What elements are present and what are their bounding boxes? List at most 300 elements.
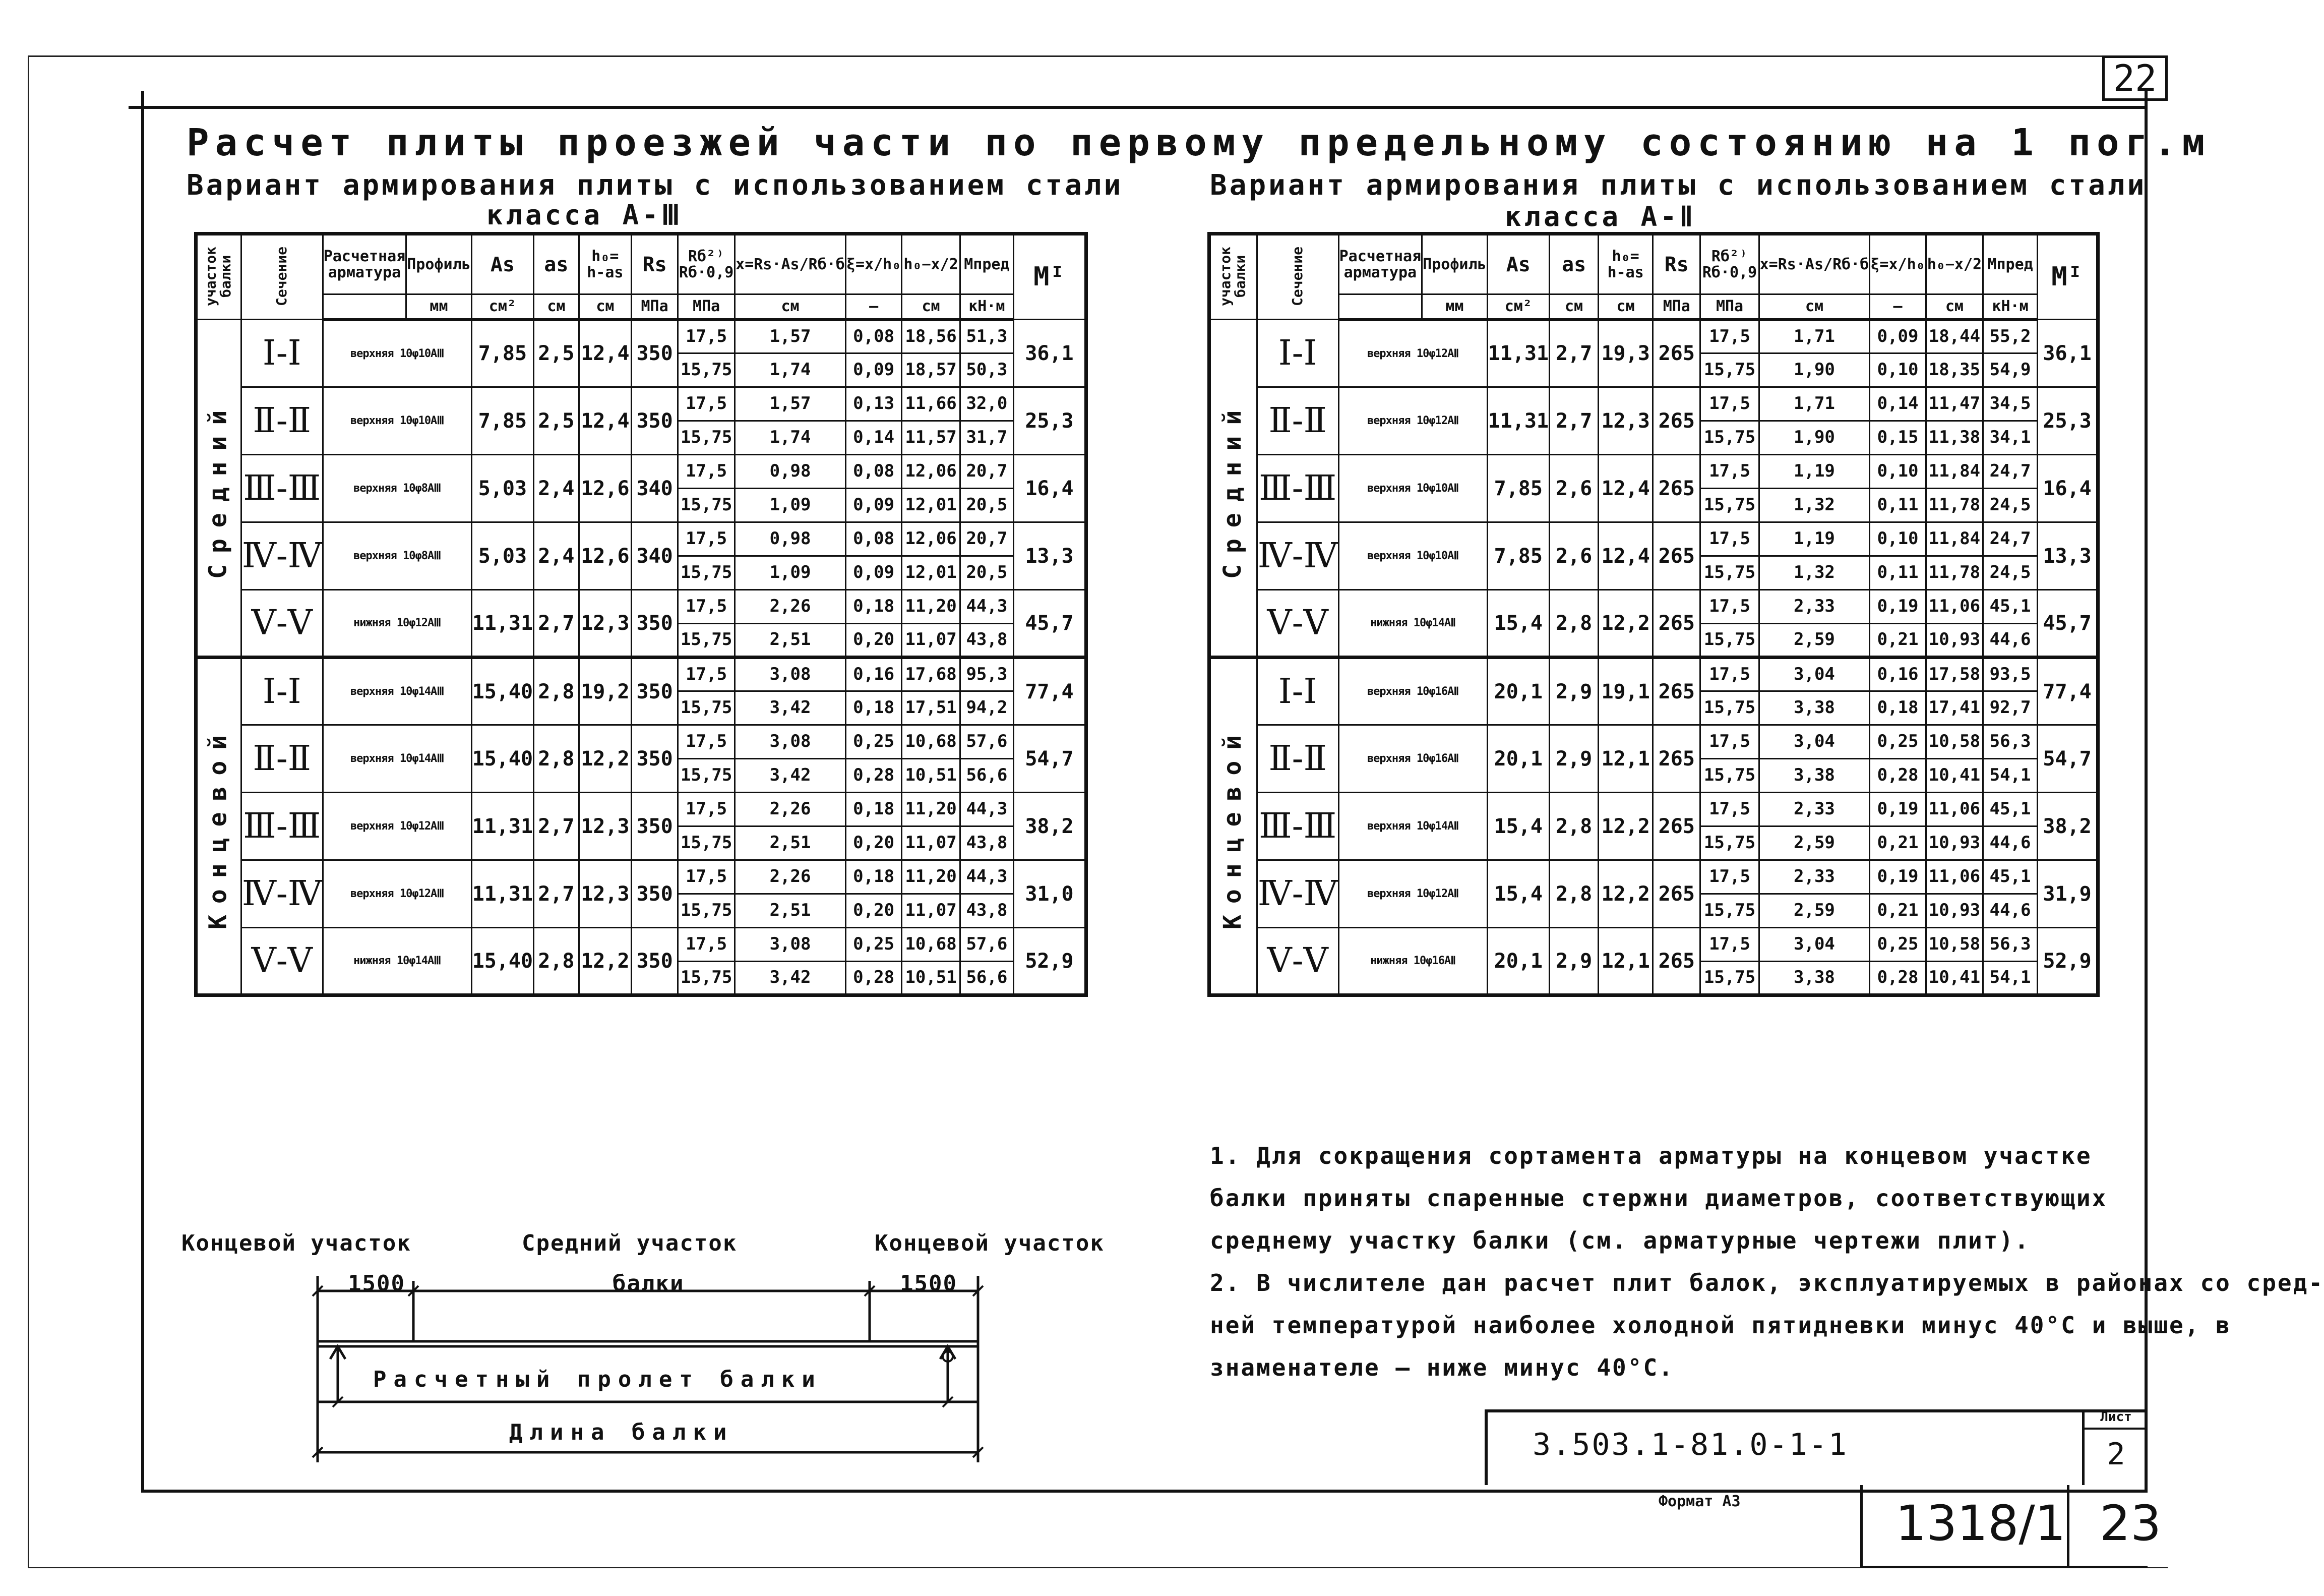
- header-rebar: Расчетная арматура: [323, 234, 406, 294]
- section-label: Ⅲ-Ⅲ: [241, 455, 323, 522]
- cell-M: 38,2: [1013, 793, 1086, 860]
- section-label: Ⅳ-Ⅳ: [241, 522, 323, 590]
- cell-as: 2,8: [534, 725, 579, 793]
- cell-Rb: 17,5: [678, 455, 735, 489]
- cell-Rb: 17,5: [678, 658, 735, 691]
- section-label: Ⅲ-Ⅲ: [241, 793, 323, 860]
- cell-z: 12,06: [902, 455, 960, 489]
- unit-As: см²: [471, 294, 533, 320]
- cell-As: 20,1: [1487, 658, 1549, 725]
- cell-z: 11,07: [902, 624, 960, 658]
- header-z: h₀−x/2: [902, 234, 960, 294]
- header-xi: ξ=x/h₀: [1870, 234, 1926, 294]
- cell-As: 11,31: [1487, 387, 1549, 455]
- section-label: Ⅱ-Ⅱ: [1257, 725, 1338, 793]
- unit-Mpr: кН·м: [1983, 294, 2038, 320]
- cell-xi: 0,13: [845, 387, 901, 421]
- cell-M: 16,4: [2038, 455, 2098, 522]
- cell-xi: 0,08: [845, 455, 901, 489]
- note-line: 1. Для сокращения сортамента арматуры на концевом участке: [1210, 1142, 2092, 1169]
- header-profile: Профиль: [1422, 234, 1487, 294]
- cell-Mpr: 20,5: [960, 556, 1013, 590]
- rebar-cell: нижняя 10φ12АⅢ: [323, 590, 471, 658]
- unit-profile: мм: [406, 294, 471, 320]
- rebar-cell: верхняя 10φ10АⅢ: [323, 320, 471, 387]
- cell-h0: 12,4: [579, 320, 631, 387]
- list-cell: [2082, 1409, 2148, 1485]
- rebar-cell: верхняя 10φ12АⅡ: [1338, 860, 1487, 928]
- cell-as: 2,7: [1550, 387, 1599, 455]
- cell-z: 11,78: [1926, 489, 1983, 522]
- unit-rebar: [323, 294, 406, 320]
- header-h0: h₀= h-as: [579, 234, 631, 294]
- right-class-line: класса А-Ⅱ: [1505, 201, 1696, 232]
- table-row: [1209, 320, 2098, 353]
- cell-xi: 0,18: [845, 590, 901, 624]
- rebar-cell: верхняя 10φ12АⅡ: [1338, 320, 1487, 387]
- cell-Rb: 15,75: [1700, 624, 1759, 658]
- cell-z: 18,35: [1926, 353, 1983, 387]
- diagram-beam-word: балки: [613, 1271, 685, 1296]
- unit-as: см: [534, 294, 579, 320]
- rebar-cell: верхняя 10φ16АⅡ: [1338, 725, 1487, 793]
- rebar-cell: верхняя 10φ14АⅡ: [1338, 793, 1487, 860]
- cell-x: 3,38: [1759, 691, 1870, 725]
- table-row: [1209, 658, 2098, 691]
- cell-xi: 0,20: [845, 826, 901, 860]
- cell-Mpr: 93,5: [1983, 658, 2038, 691]
- document-code: 3.503.1-81.0-1-1: [1533, 1427, 1848, 1462]
- cell-as: 2,7: [534, 590, 579, 658]
- unit-z: см: [1926, 294, 1983, 320]
- cell-h0: 12,2: [1599, 793, 1653, 860]
- cell-x: 3,08: [735, 725, 846, 759]
- table-row: [196, 793, 1086, 826]
- cell-x: 2,51: [735, 894, 846, 928]
- unit-As: см²: [1487, 294, 1549, 320]
- header-Mpr: Mпред: [1983, 234, 2038, 294]
- cell-h0: 12,2: [579, 928, 631, 995]
- cell-as: 2,5: [534, 320, 579, 387]
- cell-x: 1,74: [735, 421, 846, 455]
- cell-x: 3,04: [1759, 928, 1870, 962]
- cell-z: 11,07: [902, 826, 960, 860]
- cell-x: 0,98: [735, 522, 846, 556]
- rebar-cell: верхняя 10φ14АⅢ: [323, 725, 471, 793]
- cell-z: 10,93: [1926, 826, 1983, 860]
- cell-Rb: 15,75: [678, 894, 735, 928]
- cell-as: 2,8: [1550, 793, 1599, 860]
- table-row: [196, 522, 1086, 556]
- cell-z: 17,68: [902, 658, 960, 691]
- right-subtitle: Вариант армирования плиты с использованием стали: [1210, 169, 2147, 202]
- cell-M: 13,3: [2038, 522, 2098, 590]
- cell-x: 2,26: [735, 793, 846, 826]
- cell-Rb: 17,5: [678, 725, 735, 759]
- cell-As: 7,85: [1487, 455, 1549, 522]
- cell-xi: 0,09: [845, 556, 901, 590]
- section-label: Ⅱ-Ⅱ: [241, 725, 323, 793]
- cell-x: 0,98: [735, 455, 846, 489]
- cell-h0: 12,2: [579, 725, 631, 793]
- cell-As: 5,03: [471, 522, 533, 590]
- cell-Rb: 17,5: [1700, 658, 1759, 691]
- cell-As: 15,40: [471, 725, 533, 793]
- cell-as: 2,8: [1550, 590, 1599, 658]
- cell-M: 77,4: [2038, 658, 2098, 725]
- unit-h0: см: [1599, 294, 1653, 320]
- cell-Rs: 265: [1653, 387, 1700, 455]
- cell-Mpr: 43,8: [960, 894, 1013, 928]
- cell-Mpr: 44,6: [1983, 826, 2038, 860]
- table-row: [1209, 387, 2098, 421]
- header-As: As: [1487, 234, 1549, 294]
- cell-Rb: 15,75: [1700, 421, 1759, 455]
- cell-Rb: 15,75: [1700, 489, 1759, 522]
- cell-z: 11,78: [1926, 556, 1983, 590]
- cell-z: 10,41: [1926, 962, 1983, 995]
- zone-label: Концевой: [196, 658, 241, 995]
- cell-Rb: 15,75: [678, 624, 735, 658]
- cell-xi: 0,28: [1870, 962, 1926, 995]
- cell-As: 5,03: [471, 455, 533, 522]
- rebar-cell: верхняя 10φ12АⅢ: [323, 793, 471, 860]
- cell-Mpr: 57,6: [960, 725, 1013, 759]
- cell-Rs: 265: [1653, 455, 1700, 522]
- cell-Mpr: 94,2: [960, 691, 1013, 725]
- unit-Rb: МПа: [678, 294, 735, 320]
- section-label: Ⅴ-Ⅴ: [241, 928, 323, 995]
- cell-x: 2,26: [735, 590, 846, 624]
- cell-xi: 0,25: [1870, 725, 1926, 759]
- cell-M: 13,3: [1013, 522, 1086, 590]
- cell-xi: 0,14: [845, 421, 901, 455]
- cell-As: 11,31: [471, 590, 533, 658]
- cell-Mpr: 34,1: [1983, 421, 2038, 455]
- cell-Mpr: 44,6: [1983, 894, 2038, 928]
- section-label: Ⅱ-Ⅱ: [1257, 387, 1338, 455]
- cell-as: 2,8: [1550, 860, 1599, 928]
- header-Rs: Rs: [632, 234, 678, 294]
- cell-Rb: 17,5: [678, 387, 735, 421]
- cell-Rb: 15,75: [1700, 759, 1759, 793]
- cell-xi: 0,19: [1870, 860, 1926, 894]
- cell-Rs: 265: [1653, 860, 1700, 928]
- header-zone: участок балки: [196, 234, 241, 320]
- unit-x: см: [735, 294, 846, 320]
- cell-z: 10,93: [1926, 894, 1983, 928]
- table-row: [196, 320, 1086, 353]
- cell-Mpr: 24,5: [1983, 556, 2038, 590]
- dim-left: 1500: [348, 1271, 405, 1296]
- cell-Rb: 17,5: [1700, 455, 1759, 489]
- cell-h0: 12,3: [579, 793, 631, 860]
- cell-xi: 0,08: [845, 522, 901, 556]
- cell-x: 1,57: [735, 320, 846, 353]
- zone-label: Средний: [1209, 320, 1257, 658]
- cell-Mpr: 51,3: [960, 320, 1013, 353]
- cell-Rb: 15,75: [1700, 353, 1759, 387]
- cell-M: 52,9: [2038, 928, 2098, 995]
- cell-xi: 0,21: [1870, 826, 1926, 860]
- cell-h0: 19,3: [1599, 320, 1653, 387]
- rebar-cell: верхняя 10φ10АⅡ: [1338, 522, 1487, 590]
- cell-z: 10,51: [902, 962, 960, 995]
- table-row: [196, 860, 1086, 894]
- cell-h0: 12,1: [1599, 928, 1653, 995]
- table-row: [1209, 793, 2098, 826]
- cell-Mpr: 32,0: [960, 387, 1013, 421]
- cell-Rs: 340: [632, 522, 678, 590]
- cell-Rb: 15,75: [1700, 894, 1759, 928]
- cell-Mpr: 44,6: [1983, 624, 2038, 658]
- cell-x: 2,51: [735, 624, 846, 658]
- cell-Mpr: 20,7: [960, 522, 1013, 556]
- table-row: [196, 590, 1086, 624]
- cell-Mpr: 56,6: [960, 962, 1013, 995]
- cell-h0: 19,1: [1599, 658, 1653, 725]
- cell-x: 1,57: [735, 387, 846, 421]
- diagram-middle-label: Средний участок: [522, 1230, 738, 1256]
- unit-x: см: [1759, 294, 1870, 320]
- cell-Rb: 15,75: [1700, 826, 1759, 860]
- cell-Mpr: 54,1: [1983, 962, 2038, 995]
- cell-Rb: 15,75: [1700, 962, 1759, 995]
- cell-As: 11,31: [471, 860, 533, 928]
- header-As: As: [471, 234, 533, 294]
- right-calc-table: [1207, 232, 2100, 997]
- cell-M: 36,1: [2038, 320, 2098, 387]
- cell-as: 2,9: [1550, 658, 1599, 725]
- table-row: [196, 928, 1086, 962]
- cell-x: 1,19: [1759, 522, 1870, 556]
- cell-x: 2,59: [1759, 894, 1870, 928]
- cell-h0: 12,2: [1599, 860, 1653, 928]
- cell-z: 11,06: [1926, 793, 1983, 826]
- cell-M: 52,9: [1013, 928, 1086, 995]
- cell-Mpr: 45,1: [1983, 860, 2038, 894]
- cell-xi: 0,09: [845, 489, 901, 522]
- left-class-line: класса А-Ⅲ: [486, 199, 683, 231]
- cell-Rb: 17,5: [1700, 320, 1759, 353]
- cell-Rb: 17,5: [678, 320, 735, 353]
- cell-h0: 12,3: [1599, 387, 1653, 455]
- cell-Rs: 350: [632, 658, 678, 725]
- cell-z: 10,58: [1926, 725, 1983, 759]
- cell-x: 2,51: [735, 826, 846, 860]
- table-row: [196, 387, 1086, 421]
- cell-Rb: 15,75: [678, 962, 735, 995]
- cell-Mpr: 24,7: [1983, 455, 2038, 489]
- header-zone: участок балки: [1209, 234, 1257, 320]
- cell-Rb: 17,5: [1700, 860, 1759, 894]
- cell-h0: 12,4: [1599, 455, 1653, 522]
- cell-xi: 0,18: [845, 793, 901, 826]
- rebar-cell: верхняя 10φ8АⅢ: [323, 522, 471, 590]
- cell-M: 54,7: [1013, 725, 1086, 793]
- header-section: Сечение: [241, 234, 323, 320]
- section-label: Ⅳ-Ⅳ: [1257, 860, 1338, 928]
- table-row: [1209, 590, 2098, 624]
- cell-x: 1,90: [1759, 421, 1870, 455]
- cell-As: 15,4: [1487, 793, 1549, 860]
- list-number: 2: [2107, 1437, 2125, 1472]
- cell-as: 2,4: [534, 455, 579, 522]
- left-subtitle: Вариант армирования плиты с использованием стали: [187, 169, 1124, 202]
- length-label: Длина балки: [509, 1420, 734, 1445]
- cell-as: 2,6: [1550, 522, 1599, 590]
- cell-xi: 0,28: [1870, 759, 1926, 793]
- cell-z: 17,58: [1926, 658, 1983, 691]
- cell-x: 2,59: [1759, 826, 1870, 860]
- cell-Rb: 15,75: [678, 759, 735, 793]
- cell-Mpr: 55,2: [1983, 320, 2038, 353]
- cell-Rb: 17,5: [678, 928, 735, 962]
- zone-label: Концевой: [1209, 658, 1257, 995]
- cell-z: 11,57: [902, 421, 960, 455]
- cell-xi: 0,15: [1870, 421, 1926, 455]
- header-Rb: Rб²⁾ Rб·0,9: [1700, 234, 1759, 294]
- rebar-cell: верхняя 10φ16АⅡ: [1338, 658, 1487, 725]
- cell-xi: 0,18: [845, 691, 901, 725]
- section-label: Ⅰ-Ⅰ: [1257, 658, 1338, 725]
- cell-As: 7,85: [471, 387, 533, 455]
- cell-x: 2,33: [1759, 793, 1870, 826]
- section-label: Ⅴ-Ⅴ: [1257, 590, 1338, 658]
- header-rebar: Расчетная арматура: [1338, 234, 1422, 294]
- cell-z: 11,07: [902, 894, 960, 928]
- cell-h0: 12,4: [579, 387, 631, 455]
- cell-z: 18,44: [1926, 320, 1983, 353]
- section-label: Ⅰ-Ⅰ: [241, 320, 323, 387]
- cell-h0: 12,4: [1599, 522, 1653, 590]
- note-line: балки приняты спаренные стержни диаметров, соответствующих: [1210, 1185, 2108, 1212]
- cell-As: 15,4: [1487, 860, 1549, 928]
- cell-xi: 0,10: [1870, 522, 1926, 556]
- cell-as: 2,5: [534, 387, 579, 455]
- inventory-separator: [2067, 1485, 2069, 1568]
- cell-M: 31,0: [1013, 860, 1086, 928]
- cell-x: 2,26: [735, 860, 846, 894]
- section-label: Ⅲ-Ⅲ: [1257, 455, 1338, 522]
- note-line: ней температурой наиболее холодной пятидневки минус 40°С и выше, в: [1210, 1312, 2231, 1339]
- section-label: Ⅳ-Ⅳ: [241, 860, 323, 928]
- cell-xi: 0,21: [1870, 624, 1926, 658]
- cell-As: 11,31: [471, 793, 533, 860]
- cell-Mpr: 56,3: [1983, 725, 2038, 759]
- cell-Mpr: 24,7: [1983, 522, 2038, 556]
- cell-xi: 0,09: [1870, 320, 1926, 353]
- cell-x: 3,38: [1759, 962, 1870, 995]
- unit-z: см: [902, 294, 960, 320]
- cell-z: 11,06: [1926, 860, 1983, 894]
- header-x: x=Rs·As/Rб·б: [1759, 234, 1870, 294]
- rebar-cell: нижняя 10φ14АⅢ: [323, 928, 471, 995]
- inventory-number: 1318/1: [1895, 1495, 2066, 1552]
- cell-Mpr: 34,5: [1983, 387, 2038, 421]
- cell-Rb: 17,5: [1700, 793, 1759, 826]
- cell-z: 18,57: [902, 353, 960, 387]
- cell-z: 12,01: [902, 489, 960, 522]
- page-number: 23: [2100, 1495, 2162, 1552]
- cell-as: 2,4: [534, 522, 579, 590]
- header-M: Mᴵ: [1013, 234, 1086, 320]
- dim-right: 1500: [900, 1271, 957, 1296]
- diagram-end-left-label: Концевой участок: [181, 1230, 411, 1256]
- cell-xi: 0,08: [845, 320, 901, 353]
- sheet-number: 22: [2102, 55, 2168, 101]
- cell-xi: 0,10: [1870, 353, 1926, 387]
- left-calc-table: [194, 232, 1088, 997]
- cell-Rs: 350: [632, 793, 678, 860]
- cell-x: 1,32: [1759, 489, 1870, 522]
- cell-xi: 0,11: [1870, 489, 1926, 522]
- cell-M: 25,3: [1013, 387, 1086, 455]
- cell-Rs: 265: [1653, 793, 1700, 860]
- cell-xi: 0,16: [845, 658, 901, 691]
- cell-Rb: 15,75: [1700, 691, 1759, 725]
- cell-xi: 0,20: [845, 624, 901, 658]
- cell-as: 2,8: [534, 928, 579, 995]
- cell-Rb: 17,5: [1700, 725, 1759, 759]
- cell-xi: 0,25: [845, 928, 901, 962]
- header-Rs: Rs: [1653, 234, 1700, 294]
- cell-x: 3,04: [1759, 658, 1870, 691]
- cell-Mpr: 56,3: [1983, 928, 2038, 962]
- rebar-cell: верхняя 10φ12АⅢ: [323, 860, 471, 928]
- cell-Rb: 17,5: [1700, 387, 1759, 421]
- cell-z: 11,84: [1926, 455, 1983, 489]
- cell-M: 45,7: [2038, 590, 2098, 658]
- zone-label: Средний: [196, 320, 241, 658]
- cell-z: 10,58: [1926, 928, 1983, 962]
- header-as: as: [1550, 234, 1599, 294]
- cell-Rs: 350: [632, 725, 678, 793]
- cell-Rb: 15,75: [678, 556, 735, 590]
- cell-M: 36,1: [1013, 320, 1086, 387]
- cell-As: 20,1: [1487, 928, 1549, 995]
- cell-h0: 12,3: [579, 590, 631, 658]
- cell-Rb: 17,5: [678, 590, 735, 624]
- cell-x: 1,09: [735, 489, 846, 522]
- cell-Rb: 15,75: [1700, 556, 1759, 590]
- cell-Rb: 15,75: [678, 489, 735, 522]
- cell-z: 10,68: [902, 725, 960, 759]
- span-label: Расчетный пролет балки: [373, 1367, 822, 1392]
- rebar-cell: верхняя 10φ10АⅢ: [323, 387, 471, 455]
- cell-x: 3,08: [735, 658, 846, 691]
- unit-Mpr: кН·м: [960, 294, 1013, 320]
- cell-M: 77,4: [1013, 658, 1086, 725]
- table-row: [1209, 860, 2098, 894]
- notes: [1210, 1135, 2324, 1389]
- unit-h0: см: [579, 294, 631, 320]
- cell-Rs: 265: [1653, 522, 1700, 590]
- cell-x: 1,09: [735, 556, 846, 590]
- cell-Mpr: 20,7: [960, 455, 1013, 489]
- cell-as: 2,8: [534, 658, 579, 725]
- cell-Rb: 15,75: [678, 691, 735, 725]
- cell-xi: 0,28: [845, 962, 901, 995]
- cell-z: 17,41: [1926, 691, 1983, 725]
- cell-as: 2,6: [1550, 455, 1599, 522]
- cell-z: 10,93: [1926, 624, 1983, 658]
- unit-as: см: [1550, 294, 1599, 320]
- cell-M: 16,4: [1013, 455, 1086, 522]
- cell-Rs: 350: [632, 860, 678, 928]
- header-h0: h₀= h-as: [1599, 234, 1653, 294]
- cell-z: 11,20: [902, 793, 960, 826]
